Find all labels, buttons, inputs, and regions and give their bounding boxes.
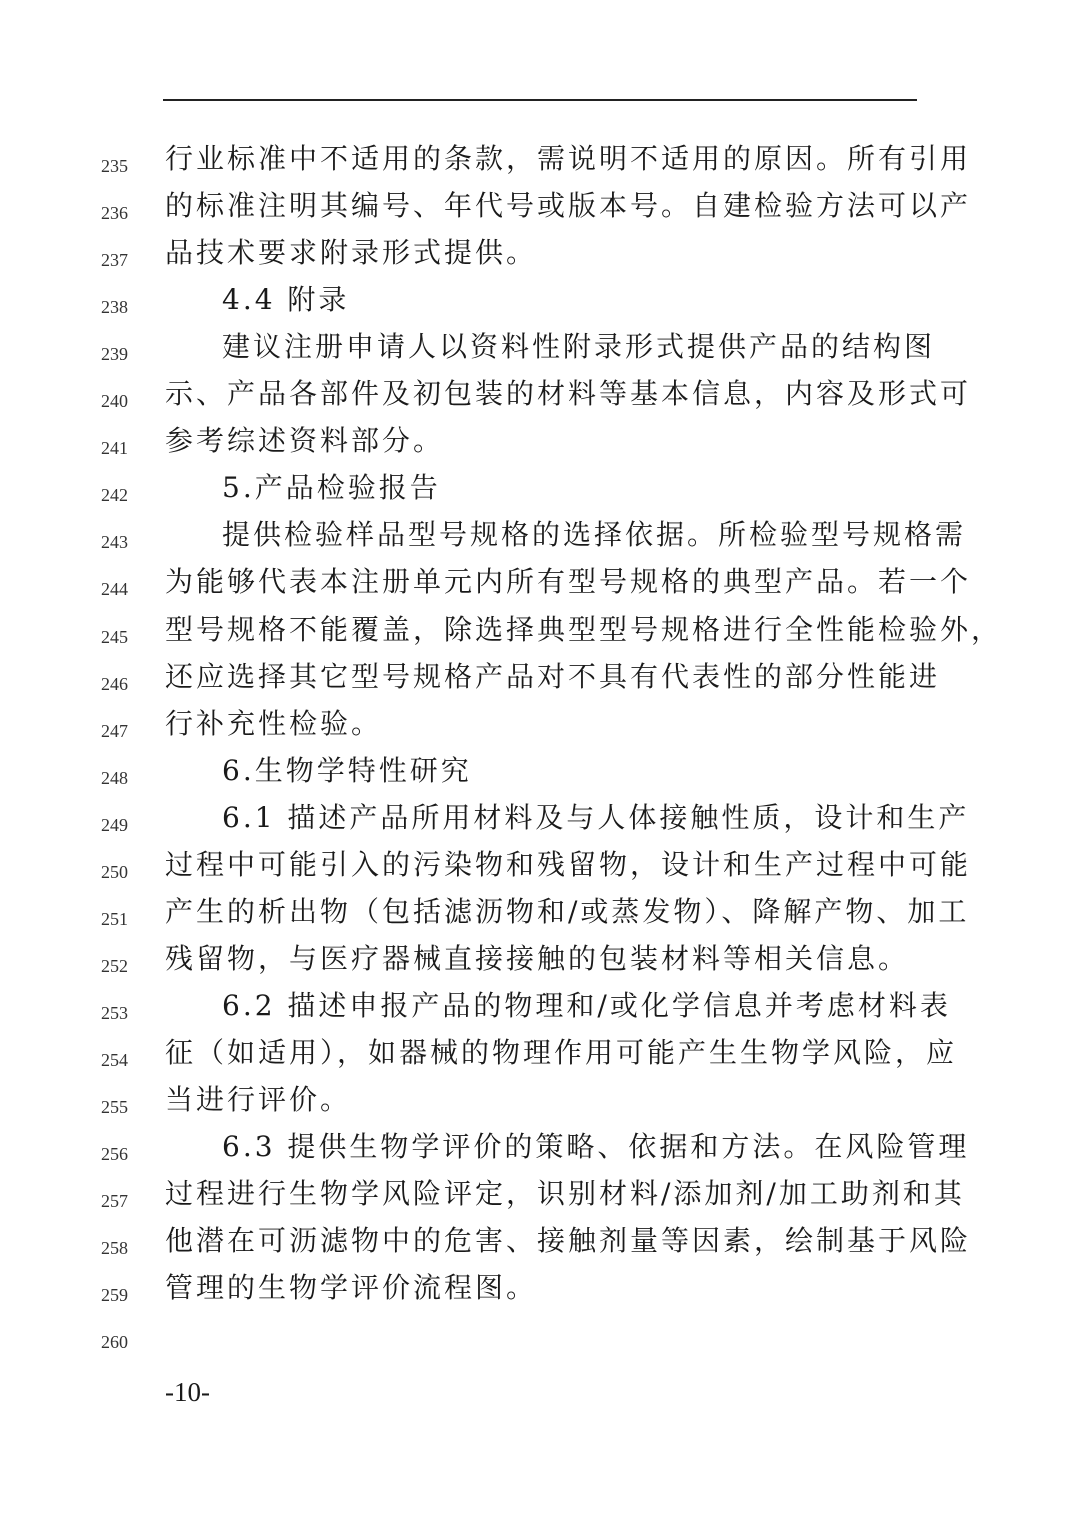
line-text: 6.1 描述产品所用材料及与人体接触性质，设计和生产 [222,800,970,834]
document-line [0,747,1080,794]
line-text: 征（如适用），如器械的物理作用可能产生生物学风险，应 [165,1035,958,1069]
line-number: 246 [101,673,128,694]
line-text: 6.3 提供生物学评价的策略、依据和方法。在风险管理 [222,1130,970,1164]
line-number: 250 [101,861,128,882]
line-number: 238 [101,297,128,318]
document-line [0,1311,1080,1358]
document-line [0,323,1080,370]
document-line [0,229,1080,276]
line-number: 242 [101,485,128,506]
document-line [0,276,1080,323]
document-line [0,841,1080,888]
line-text: 型号规格不能覆盖，除选择典型型号规格进行全性能检验外， [165,612,1003,646]
line-text: 残留物，与医疗器械直接接触的包装材料等相关信息。 [165,941,910,975]
document-line [0,464,1080,511]
document-line [0,888,1080,935]
line-number: 241 [101,438,128,459]
document-line [0,1076,1080,1123]
document-line [0,1264,1080,1311]
document-line [0,935,1080,982]
line-text: 当进行评价。 [165,1083,352,1116]
line-number: 260 [101,1332,128,1353]
line-number: 255 [101,1097,128,1117]
line-text: 行业标准中不适用的条款，需说明不适用的原因。所有引用 [165,142,972,175]
line-text: 品技术要求附录形式提供。 [165,236,538,270]
line-number: 244 [101,579,128,600]
page-number: -10- [165,1377,210,1407]
line-number: 243 [101,532,128,553]
line-text: 他潜在可沥滤物中的危害、接触剂量等因素，绘制基于风险 [165,1224,972,1258]
document-line [0,417,1080,464]
document-line [0,135,1080,182]
line-number: 245 [101,626,128,647]
document-line [0,182,1080,229]
document-line [0,1217,1080,1264]
line-number: 252 [101,955,128,976]
line-text: 示、产品各部件及初包装的材料等基本信息，内容及形式可 [165,377,972,411]
line-text: 还应选择其它型号规格产品对不具有代表性的部分性能进 [165,659,941,693]
line-text: 4.4 附录 [222,283,350,317]
line-number: 249 [101,814,128,835]
document-line [0,1123,1080,1170]
line-number: 239 [101,344,128,365]
line-number: 253 [101,1002,128,1023]
line-text: 提供检验样品型号规格的选择依据。所检验型号规格需 [222,518,967,552]
line-text: 为能够代表本注册单元内所有型号规格的典型产品。若一个 [165,565,972,599]
line-text: 5.产品检验报告 [222,471,441,505]
line-text: 建议注册申请人以资料性附录形式提供产品的结构图 [222,330,936,364]
line-text: 管理的生物学评价流程图。 [165,1271,538,1305]
line-number: 248 [101,767,128,788]
document-line [0,606,1080,653]
line-text: 6.生物学特性研究 [222,753,472,787]
line-number: 258 [101,1238,128,1259]
line-text: 过程中可能引入的污染物和残留物，设计和生产过程中可能 [165,847,972,881]
document-line [0,653,1080,700]
line-text: 参考综述资料部分。 [165,424,445,458]
document-line [0,794,1080,841]
line-number: 259 [101,1285,128,1306]
line-number: 251 [101,908,128,929]
line-number: 240 [101,391,128,412]
line-number: 254 [101,1049,128,1070]
document-line [0,1029,1080,1076]
document-line [0,370,1080,417]
document-line [0,558,1080,605]
document-line [0,1170,1080,1217]
document-line [0,511,1080,558]
document-line [0,982,1080,1029]
line-number: 237 [101,250,128,271]
line-number: 247 [101,720,128,741]
line-number: 235 [101,156,128,176]
line-number: 256 [101,1144,128,1165]
line-text: 过程进行生物学风险评定，识别材料/添加剂/加工助剂和其 [165,1177,965,1211]
line-number: 257 [101,1191,128,1212]
line-text: 6.2 描述申报产品的物理和/或化学信息并考虑材料表 [222,988,951,1022]
line-text: 行补充性检验。 [165,706,383,740]
document-line [0,700,1080,747]
line-number: 236 [101,203,128,224]
line-text: 的标准注明其编号、年代号或版本号。自建检验方法可以产 [165,189,972,223]
line-text: 产生的析出物（包括滤沥物和/或蒸发物）、降解产物、加工 [165,894,970,928]
